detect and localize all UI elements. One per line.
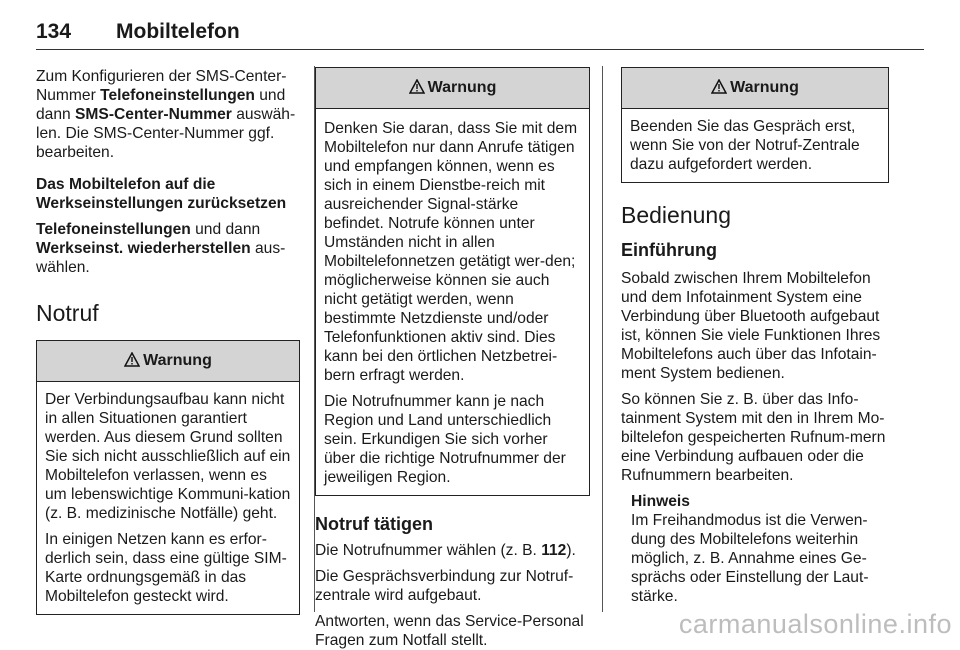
warning-triangle-icon xyxy=(711,70,727,110)
column-divider-2 xyxy=(602,66,603,612)
hint-text: Im Freihandmodus ist die Verwen-dung des Mobiltelefons weiterhin möglich, z. B. Annahme eines Ge-sprächs oder Einstellung der Laut-stärke. xyxy=(631,512,869,605)
warning-title: Warnung xyxy=(427,79,497,96)
emergency-number: 112 xyxy=(541,542,567,559)
menu-term: Werkseinst. wiederherstellen xyxy=(36,240,251,257)
warning-box xyxy=(315,67,590,496)
header-rule xyxy=(36,49,924,50)
warning-text: Der Verbindungsaufbau kann nicht in allen Situationen garantiert werden. Aus diesem Grund sollten Sie sich nicht ausschließlich auf ein Mobiltelefon verlassen, wenn es um lebenswichtige Kommuni-kation (z. B. medizinische Notfälle) geht. xyxy=(45,391,291,522)
warning-box xyxy=(36,340,300,615)
column-3 xyxy=(621,67,889,606)
page-title: Mobiltelefon xyxy=(116,20,240,43)
reset-paragraph: Telefoneinstellungen und dann Werkseinst. wiederherstellen aus-wählen. xyxy=(36,221,286,276)
intro-paragraph: Sobald zwischen Ihrem Mobiltelefon und dem Infotainment System eine Verbindung über Bluetooth aufgebaut ist, können Sie viele Funktionen Ihres Mobiltelefons auch über das Infotain-ment System bedienen. xyxy=(621,270,881,382)
warning-body xyxy=(622,109,888,182)
warning-body xyxy=(316,109,589,495)
page-number: 134 xyxy=(36,20,72,43)
warning-header xyxy=(622,68,888,109)
example-paragraph: So können Sie z. B. über das Info-tainment System mit den in Ihrem Mo-biltelefon gespeicherten Rufnum-mern eine Verbindung aufbauen oder die Rufnummern bearbeiten. xyxy=(621,391,886,484)
sms-center-paragraph: Zum Konfigurieren der SMS-Center-Nummer Telefoneinstellungen und dann SMS-Center-Nummer auswäh-len. Die SMS-Center-Nummer ggf. bearbeiten. xyxy=(36,68,296,161)
warning-box xyxy=(621,67,889,183)
menu-term: Telefoneinstellungen xyxy=(36,221,191,238)
warning-text: Die Notrufnummer kann je nach Region und Land unterschiedlich sein. Erkundigen Sie sich vorher über die richtige Notrufnummer der jeweiligen Region. xyxy=(324,393,566,486)
watermark: carmanualsonline.info xyxy=(678,609,952,639)
column-2 xyxy=(315,67,590,650)
warning-body xyxy=(37,382,299,614)
warning-title: Warnung xyxy=(143,352,212,369)
hint-title: Hinweis xyxy=(631,493,690,510)
menu-term: Telefoneinstellungen xyxy=(100,87,255,104)
answer-paragraph: Antworten, wenn das Service-Personal Fragen zum Notfall stellt. xyxy=(315,613,584,649)
connection-paragraph: Die Gesprächsverbindung zur Notruf-zentrale wird aufgebaut. xyxy=(315,568,574,604)
warning-text: Denken Sie daran, dass Sie mit dem Mobiltelefon nur dann Anrufe tätigen und empfangen können, wenn es sich in einem Dienstbe-reich mit ausreichender Signal-stärke befindet. Notrufe können unter Umständen nicht in allen Mobiltelefonnetzen getätigt wer-den; möglicherweise können sie auch nicht getätigt werden, wenn bestimmte Netzdienste und/oder Telefonfunktionen aktiv sind. Dies kann bei den örtlichen Netzbetrei-bern erfragt werden. xyxy=(324,120,578,384)
reset-subheading: Das Mobiltelefon auf die Werkseinstellungen zurücksetzen xyxy=(36,176,287,212)
warning-text: Beenden Sie das Gespräch erst, wenn Sie von der Notruf-Zentrale dazu aufgefordert werden. xyxy=(630,118,860,173)
section-heading-notruf: Notruf xyxy=(36,300,99,326)
hint-block xyxy=(621,492,889,606)
warning-triangle-icon xyxy=(124,343,140,383)
warning-triangle-icon xyxy=(409,70,425,110)
column-1 xyxy=(36,67,300,615)
warning-title: Warnung xyxy=(730,79,799,96)
section-heading-notruf-taetigen: Notruf tätigen xyxy=(315,514,433,534)
dial-paragraph: Die Notrufnummer wählen (z. B. 112). xyxy=(315,542,576,559)
subheading-einfuehrung: Einführung xyxy=(621,240,717,260)
warning-header xyxy=(37,341,299,382)
menu-term: SMS-Center-Nummer xyxy=(75,106,232,123)
section-heading-bedienung: Bedienung xyxy=(621,202,731,228)
warning-text: In einigen Netzen kann es erfor-derlich sein, dass eine gültige SIM-Karte ordnungsgemäß in das Mobiltelefon gesteckt wird. xyxy=(45,531,287,605)
warning-header xyxy=(316,68,589,109)
